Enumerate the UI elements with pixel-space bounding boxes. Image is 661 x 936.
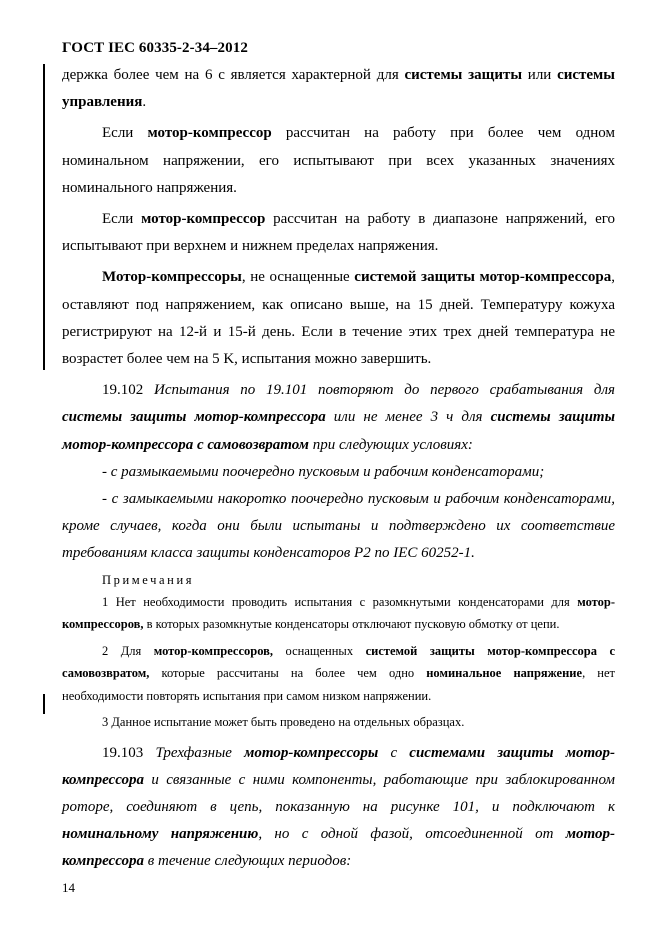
- list-item: - с размыкаемыми поочередно пусковым и рабочим конденсаторами;: [102, 463, 545, 480]
- term: мотор-компрессор: [147, 125, 272, 142]
- term: номинальное напряжение: [426, 666, 583, 681]
- term: системы защиты мотор-компрессора с самовозвратом: [62, 409, 615, 453]
- page-number: 14: [62, 880, 75, 895]
- note-item: 1 Нет необходимости проводить испытания с разомкнутыми конденсаторами для мотор-компрессоров, в которых разомкнутые конденсаторы отключают пусковую обмотку от цепи.: [62, 594, 615, 632]
- list-item: - с замыкаемыми накоротко поочередно пусковым и рабочим конденсаторами, кроме случаев, когда они были испытаны и подтверждено их соответствие требованиям класса защиты конденсаторов P2 по IEC 60252-1.: [62, 491, 615, 562]
- note-item: 3 Данное испытание может быть проведено на отдельных образцах.: [102, 715, 465, 730]
- term: системой защиты мотор-компрессора с самовозвратом,: [62, 643, 616, 681]
- term: мотор-компрессоров,: [153, 643, 274, 658]
- notes-title: Примечания: [102, 572, 195, 587]
- change-bar: [43, 64, 45, 370]
- term: системы защиты: [404, 67, 523, 83]
- term: системы управления: [62, 67, 615, 111]
- term: мотор-компрессоры: [244, 744, 379, 761]
- paragraph: Мотор-компрессоры, не оснащенные системой защиты мотор-компрессора, оставляют под напряжением, как описано выше, на 15 дней. Температуру кожуха регистрируют на 12-й и 15-й день. Если в течение этих трех дней температура не возрастет более чем на 5 K, испытания можно завершить.: [62, 269, 615, 368]
- paragraph: Если мотор-компрессор рассчитан на работу при более чем одном номинальном напряжении, его испытывают при всех указанных значениях номинального напряжения.: [62, 125, 616, 196]
- term: системой защиты мотор-компрессора: [354, 269, 612, 286]
- paragraph: Если мотор-компрессор рассчитан на работу в диапазоне напряжений, его испытывают при верхнем и нижнем пределах напряжения.: [62, 211, 616, 255]
- clause-19-102: 19.102 Испытания по 19.101 повторяют до первого срабатывания для системы защиты мотор-компрессора или не менее 3 ч для системы защиты мотор-компрессора с самовозвратом при следующих условиях:: [62, 382, 615, 453]
- term: системами защиты мотор-компрессора: [62, 744, 615, 788]
- paragraph: держка более чем на 6 с является характерной для системы защиты или системы управления.: [62, 67, 615, 111]
- clause-number: 19.103: [102, 744, 144, 761]
- term: мотор-компрессор: [141, 211, 266, 228]
- change-bar: [43, 694, 45, 714]
- clause-19-103: 19.103 Трехфазные мотор-компрессоры с системами защиты мотор-компрессора и связанные с ними компоненты, работающие при заблокированном роторе, соединяют в цепь, показанную на рисунке 101, и подключают к номинальному напряжению, но с одной фазой, отсоединенной от мотор-компрессора в течение следующих периодов:: [62, 744, 615, 870]
- term: мотор-компрессоров,: [62, 594, 615, 632]
- document-body: [62, 62, 615, 876]
- document-header: ГОСТ IEC 60335-2-34–2012: [62, 40, 248, 56]
- term: мотор-компрессора: [62, 826, 615, 870]
- clause-number: 19.102: [102, 382, 144, 399]
- term: Мотор-компрессоры: [102, 269, 242, 286]
- note-item: 2 Для мотор-компрессоров, оснащенных системой защиты мотор-компрессора с самовозвратом, которые рассчитаны на более чем одно номинальное напряжение, нет необходимости повторять испытания при самом низком напряжении.: [62, 643, 616, 703]
- term: системы защиты мотор-компрессора: [62, 409, 326, 426]
- term: номинальному напряжению: [62, 826, 259, 843]
